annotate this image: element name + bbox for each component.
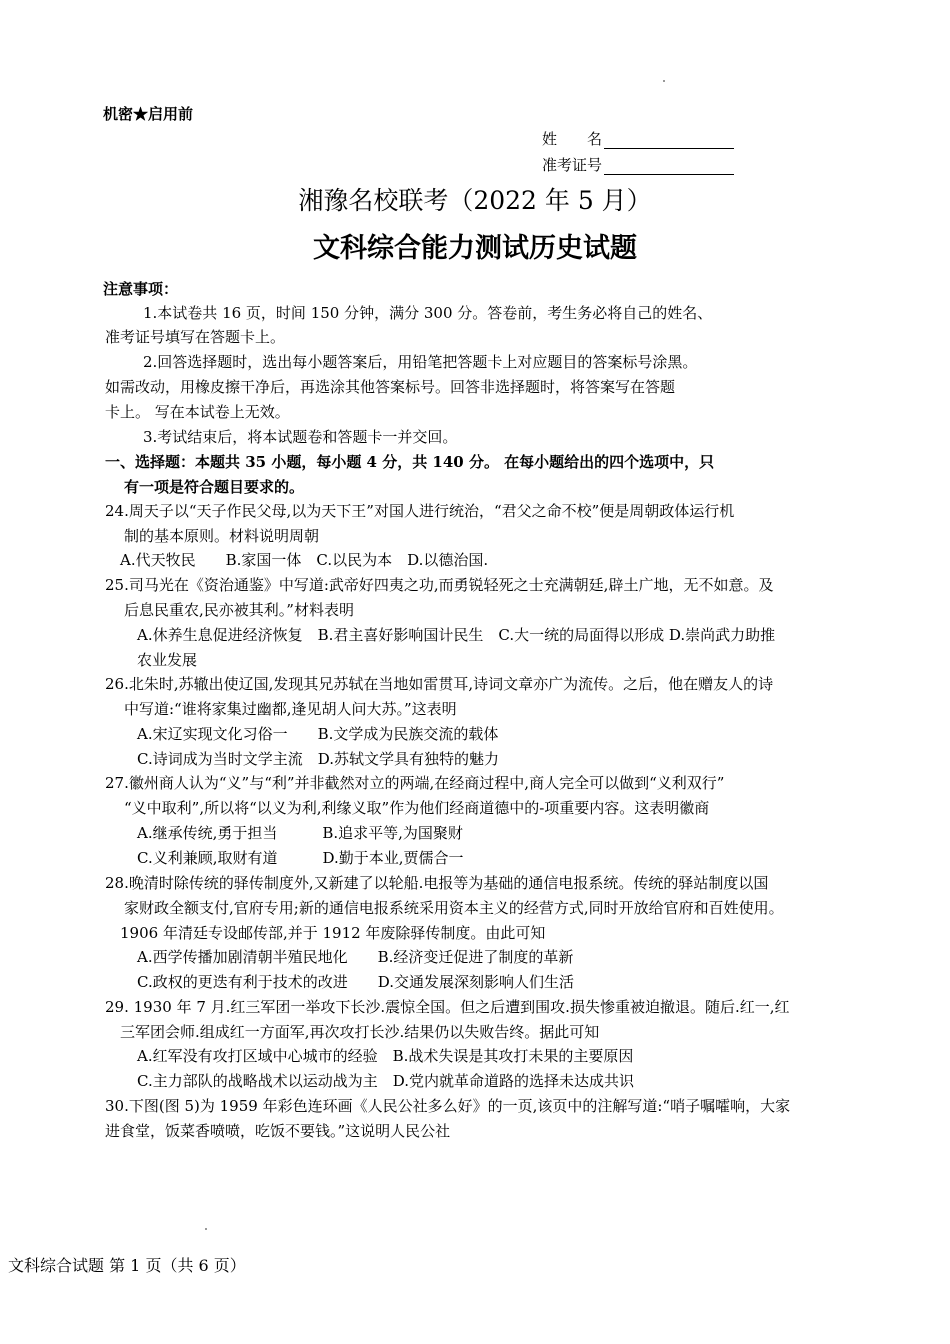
question-30: 30.下图(图 5)为 1959 年彩色连环画《人民公社多么好》的一页,该页中的注解写道:“哨子嘱嚯响，大家 [105,1097,791,1115]
question-24-options: A.代天牧民 B.家国一体 C.以民为本 D.以德治国. [120,551,489,569]
question-27-cont: “义中取利”,所以将“以义为利,利缘义取”作为他们经商道德中的-项重要内容。这表明徽商 [124,799,710,817]
confidential-label: 机密★启用前 [103,105,194,123]
paper-title: 文科综合能力测试历史试题 [313,233,637,264]
question-28-options: A.西学传播加剧清朝半殖民地化 B.经济变迁促进了制度的革新 [137,948,574,966]
section-heading-cont: 有一项是符合题目要求的。 [124,478,305,496]
question-28-cont: 1906 年清廷专设邮传部,并于 1912 年废除驿传制度。由此可知 [120,924,546,942]
question-30-cont: 进食堂，饭菜香喷喷，吃饭不要钱。”这说明人民公社 [105,1122,451,1140]
question-26-cont: 中写道:“谁将家集过幽都,逢见胡人问大苏。”这表明 [124,700,457,718]
name-field [542,128,734,149]
question-28: 28.晚清时除传统的驿传制度外,又新建了以轮船.电报等为基础的通信电报系统。传统的驿站制度以国 [105,874,769,892]
notice-line: 准考证号填写在答题卡上。 [105,328,286,346]
notice-line: 2.回答选择题时，选出每小题答案后，用铅笔把答题卡上对应题目的答案标号涂黑。 [143,353,698,371]
question-27-options: A.继承传统,勇于担当 B.追求平等,为国聚财 [137,824,463,842]
notice-line: 1.本试卷共 16 页，时间 150 分钟，满分 300 分。答卷前，考生务必将自己的姓名、 [143,304,713,322]
name-blank [604,132,734,149]
question-27-options: C.义利兼顾,取财有道 D.勤于本业,贾儒合一 [137,849,464,867]
question-28-options: C.政权的更迭有利于技术的改进 D.交通发展深刻影响人们生活 [137,973,574,991]
question-29: 29. 1930 年 7 月.红三军团一举攻下长沙.震惊全国。但之后遭到围攻.损失惨重被迫撤退。随后.红一,红 [105,998,790,1016]
question-25: 25.司马光在《资治通鉴》中写道:武帝好四夷之功,而勇锐轻死之士充满朝廷,辟土广地，无不如意。及 [105,576,774,594]
scan-speck [205,1228,207,1230]
question-25-cont: 后息民重农,民亦被其利。”材料表明 [124,601,354,619]
question-29-cont: 三军团会师.组成红一方面军,再次攻打长沙.结果仍以失败告终。据此可知 [120,1023,600,1041]
question-26-options: C.诗词成为当时文学主流 D.苏轼文学具有独特的魅力 [137,750,499,768]
exam-title: 湘豫名校联考（2022 年 5 月） [298,186,652,215]
question-25-options-cont: 农业发展 [137,651,198,669]
question-25-options: A.休养生息促进经济恢复 B.君主喜好影响国计民生 C.大一统的局面得以形成 D.崇尚武力助推 [137,626,776,644]
page-footer: 文科综合试题 第 1 页（共 6 页） [8,1256,246,1275]
section-heading: 一、选择题：本题共 35 小题，每小题 4 分，共 140 分。 在每小题给出的四个选项中，只 [105,453,715,471]
notice-line: 如需改动，用橡皮擦干净后，再选涂其他答案标号。回答非选择题时，将答案写在答题 [105,378,676,396]
question-26-options: A.宋辽实现文化习俗一 B.文学成为民族交流的载体 [137,725,499,743]
scan-speck [663,80,665,82]
question-27: 27.徽州商人认为“义”与“利”并非截然对立的两端,在经商过程中,商人完全可以做到“义利双行” [105,774,725,792]
name-label: 姓 名 [542,130,603,148]
notice-heading: 注意事项： [103,280,179,298]
notice-line: 卡上。 写在本试卷上无效。 [105,403,290,421]
question-26: 26.北朱时,苏辙出使辽国,发现其兄苏轼在当地如雷贯耳,诗词文章亦广为流传。之后，他在赠友人的诗 [105,675,774,693]
question-28-cont: 家财政全额支付,官府专用;新的通信电报系统采用资本主义的经营方式,同时开放给官府和百姓使用。 [124,899,784,917]
question-29-options: A.红军没有攻打区域中心城市的经验 B.战术失误是其攻打未果的主要原因 [137,1047,634,1065]
ticket-label: 准考证号 [542,156,603,174]
notice-line: 3.考试结束后，将本试题卷和答题卡一并交回。 [143,428,458,446]
ticket-blank [604,158,734,175]
question-24-cont: 制的基本原则。材料说明周朝 [124,527,320,545]
ticket-field [542,154,734,175]
question-24: 24.周天子以“天子作民父母,以为天下王”对国人进行统治，“君父之命不校”便是周朝政体运行机 [105,502,735,520]
question-29-options: C.主力部队的战略战术以运动战为主 D.党内就革命道路的选择未达成共识 [137,1072,634,1090]
